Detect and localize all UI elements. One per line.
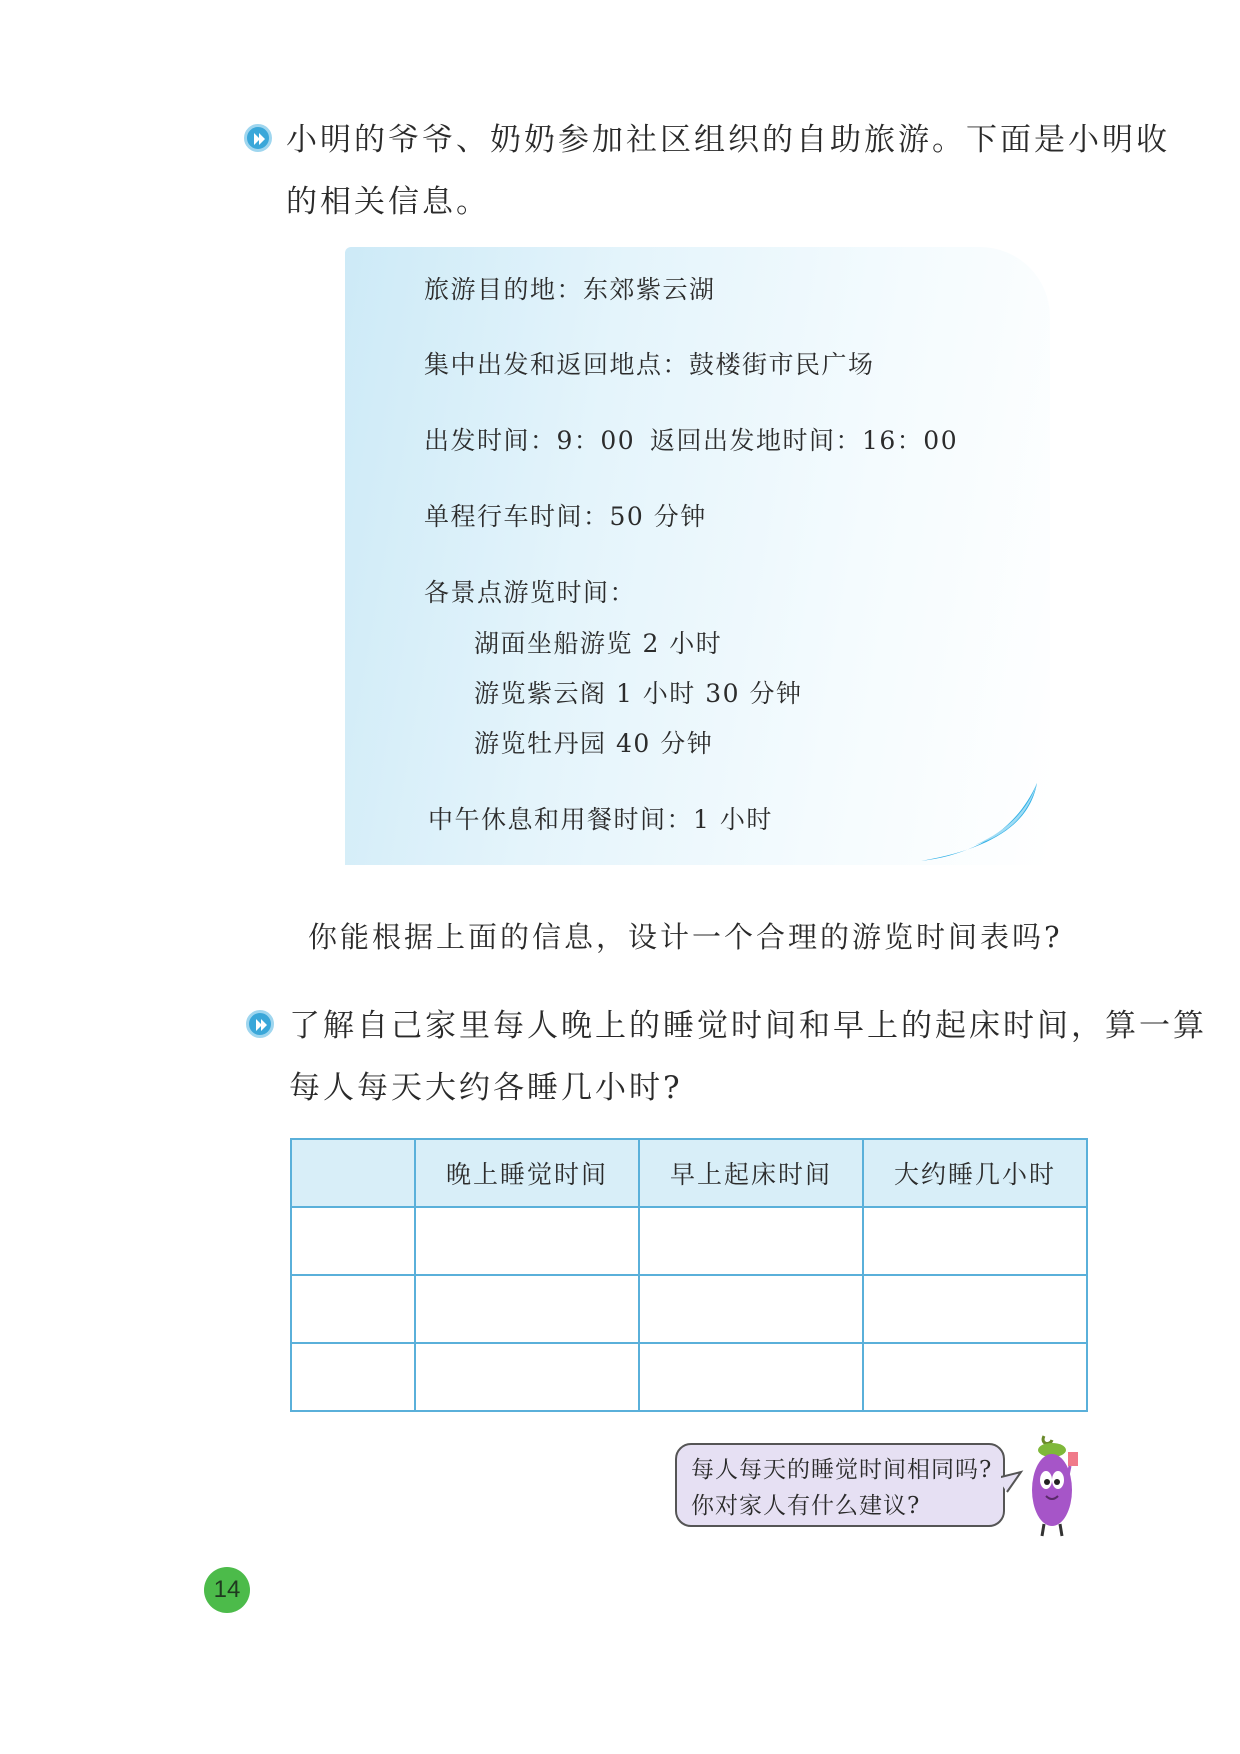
table-cell[interactable] — [639, 1343, 863, 1411]
section1-question: 你能根据上面的信息，设计一个合理的游览时间表吗? — [308, 920, 1063, 954]
speech-bubble-tail — [995, 1470, 1023, 1496]
drive-time-text: 单程行车时间：50 分钟 — [424, 502, 707, 531]
section2-intro-line1: 了解自己家里每人晚上的睡觉时间和早上的起床时间，算一算 — [289, 1008, 1207, 1044]
departure-time-text: 出发时间：9：00 — [424, 426, 636, 455]
table-cell[interactable] — [415, 1275, 639, 1343]
eggplant-mascot-icon — [1020, 1430, 1082, 1540]
table-row — [291, 1207, 1087, 1275]
table-cell[interactable] — [639, 1207, 863, 1275]
table-header-row — [291, 1139, 1087, 1207]
sleep-time-table — [290, 1138, 1088, 1404]
table-cell[interactable] — [863, 1207, 1087, 1275]
destination-text: 旅游目的地：东郊紫云湖 — [424, 275, 716, 304]
section1-intro-line2: 的相关信息。 — [286, 184, 490, 220]
lunch-break-text: 中午休息和用餐时间：1 小时 — [428, 805, 773, 834]
table-header-cell — [291, 1139, 415, 1207]
page-number-badge: 14 — [204, 1567, 250, 1613]
table-header-cell: 晚上睡觉时间 — [415, 1139, 639, 1207]
section1-intro-line1: 小明的爷爷、奶奶参加社区组织的自助旅游。下面是小明收 — [286, 122, 1170, 158]
table-cell[interactable] — [415, 1207, 639, 1275]
trip-info-card — [345, 247, 1050, 865]
section2-intro-line2: 每人每天大约各睡几小时? — [289, 1070, 683, 1106]
table-cell[interactable] — [863, 1343, 1087, 1411]
table-header-cell: 早上起床时间 — [639, 1139, 863, 1207]
speech-bubble-line1: 每人每天的睡觉时间相同吗? — [691, 1457, 993, 1483]
section-marker-icon — [246, 1010, 274, 1038]
table-cell[interactable] — [291, 1275, 415, 1343]
table-cell[interactable] — [291, 1343, 415, 1411]
sight-item: 游览牡丹园 40 分钟 — [474, 729, 714, 758]
meeting-point-text: 集中出发和返回地点：鼓楼街市民广场 — [424, 350, 875, 379]
table-header-cell: 大约睡几小时 — [863, 1139, 1087, 1207]
table-row — [291, 1275, 1087, 1343]
speech-bubble — [675, 1443, 1005, 1527]
card-curl-decoration — [915, 775, 1045, 865]
sight-item: 游览紫云阁 1 小时 30 分钟 — [474, 679, 803, 708]
sight-item: 湖面坐船游览 2 小时 — [474, 629, 723, 658]
table-cell[interactable] — [863, 1275, 1087, 1343]
table-cell[interactable] — [639, 1275, 863, 1343]
sights-heading: 各景点游览时间： — [424, 578, 637, 607]
table-cell[interactable] — [415, 1343, 639, 1411]
table-row — [291, 1343, 1087, 1411]
speech-bubble-line2: 你对家人有什么建议? — [691, 1493, 921, 1519]
return-time-text: 返回出发地时间：16：00 — [650, 426, 959, 455]
section-marker-icon — [244, 124, 272, 152]
table-cell[interactable] — [291, 1207, 415, 1275]
